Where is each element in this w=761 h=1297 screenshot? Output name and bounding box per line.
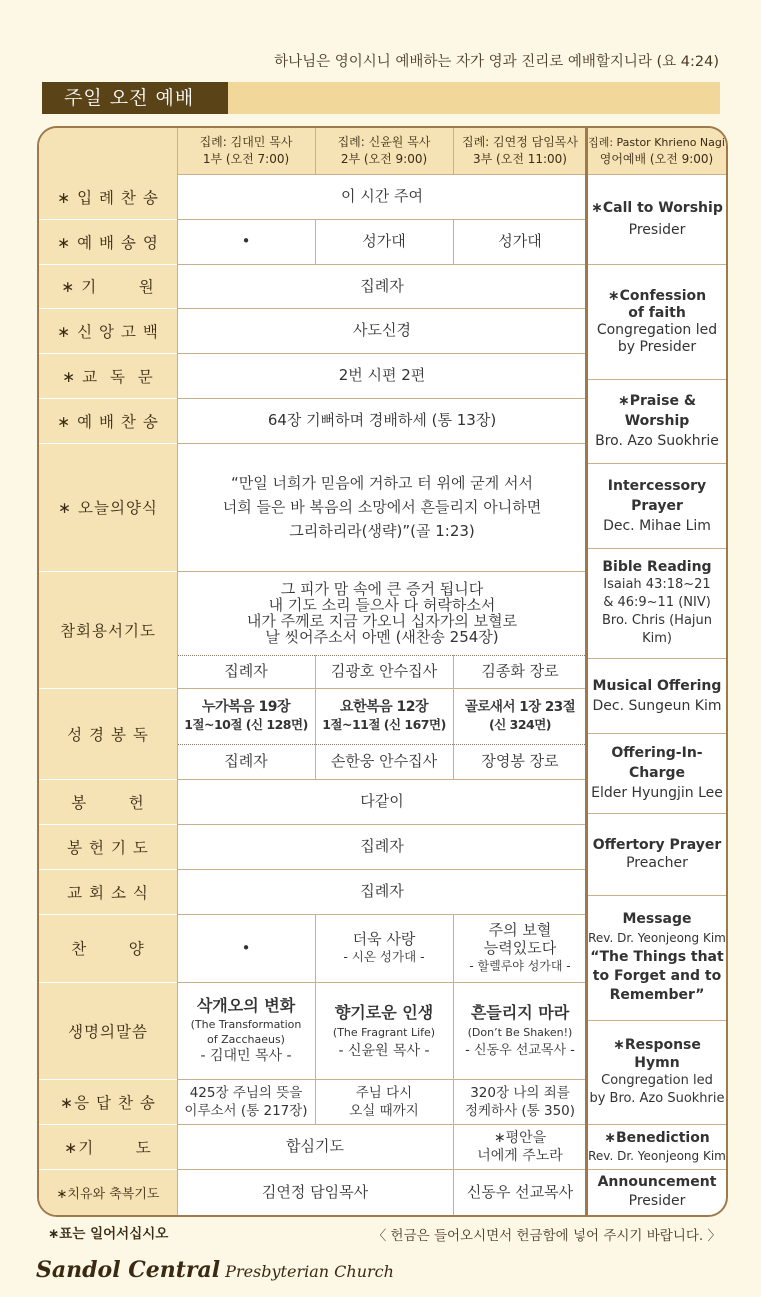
reader-service-2: 손한웅 안수집사 [330,752,438,770]
label-daily-bread: ∗ 오늘의양식 [39,443,177,571]
english-offertory-prayer [588,813,726,895]
english-praise-worship [588,379,726,463]
church-logo [36,1257,394,1283]
anthem-3-title-1: 주의 보혈 [488,921,552,939]
response-hymn-1-line-2: 이루소서 (통 217장) [184,1102,308,1119]
sermon-2-preacher: - 신윤원 목사 - [338,1042,430,1059]
response-hymn-3-line-2: 정케하사 (통 350) [464,1102,576,1119]
offering-value: 다같이 [360,792,404,810]
english-bible-reading-ref-1: Isaiah 43:18~21 [603,577,711,592]
reading-service-2 [315,688,453,743]
sermon-2-english: (The Fragrant Life) [332,1025,436,1039]
response-hymn-3-line-1: 320장 나의 죄를 [470,1084,570,1101]
entrance-hymn-value: 이 시간 주여 [341,187,423,205]
response-hymn-service-3 [453,1079,587,1124]
english-intercessory-title: Intercessory Prayer [607,477,707,514]
healing-prayer-service-3: 신동우 선교목사 [466,1182,574,1201]
offering-note: 〈 헌금은 들어오시면서 헌금함에 넣어 주시기 바랍니다. 〉 [372,1228,721,1244]
english-offertory-title: Offertory Prayer [592,837,722,853]
label-offertory-prayer: 봉 헌 기 도 [39,824,177,869]
english-praise-worship-leader: Bro. Azo Suokhrie [595,433,719,449]
label-responsive-reading: ∗ 교 독 문 [39,353,177,398]
church-denomination: Presbyterian Church [225,1262,394,1281]
english-message-sermon-2: to Forget and to [592,968,722,984]
english-message-title: Message [622,911,692,927]
scripture-verse: 하나님은 영이시니 예배하는 자가 영과 진리로 예배할지니라 (요 4:24) [274,54,719,70]
sermon-service-3 [453,982,587,1079]
english-announcement-title: Announcement [597,1174,717,1190]
english-offertory-leader: Preacher [626,855,688,871]
confession-leader-2: 김광호 안수집사 [330,662,438,680]
label-prayer: ∗기 도 [39,1124,177,1169]
anthem-service-3 [453,914,587,982]
response-hymn-2-line-2: 오실 때까지 [349,1102,419,1119]
english-call-to-worship [588,174,726,264]
label-worship-hymn: ∗ 예 배 찬 송 [39,398,177,443]
label-announcements: 교 회 소 식 [39,869,177,914]
english-benediction [588,1124,726,1169]
english-message [588,895,726,1020]
english-musical-offering-title: Musical Offering [592,677,722,694]
header-english-time: 영어예배 (오전 9:00) [599,152,714,166]
doxology-service-1: • [241,232,251,250]
header-service-1 [177,128,315,174]
confession-leader-1: 집례자 [224,662,268,680]
confession-lyric-2: 내 기도 소리 들으사 다 허락하소서 [268,596,496,614]
offertory-prayer-value: 집례자 [360,837,404,855]
confession-leader-3: 김종화 장로 [481,662,559,680]
english-bible-reading-ref-2: & 46:9~11 (NIV) [603,595,711,610]
sermon-3-preacher: - 신동우 선교목사 - [465,1042,575,1058]
header-service-2-time: 2부 (오전 9:00) [340,152,428,166]
sermon-1-preacher: - 김대민 목사 - [200,1048,292,1064]
english-musical-offering-leader: Dec. Sungeun Kim [592,697,722,714]
english-intercessory-leader: Dec. Mihae Lim [603,517,711,534]
english-offering-in-charge [588,733,726,813]
english-message-preacher: Rev. Dr. Yeonjeong Kim [588,931,726,945]
english-announcement [588,1169,726,1215]
header-service-3-time: 3부 (오전 11:00) [473,152,567,166]
anthem-2-choir: - 시온 성가대 - [343,949,425,964]
reading-3-verses: (신 324면) [488,716,552,732]
english-offering-leader: Elder Hyungjin Lee [591,785,723,801]
confession-lyric-1: 그 피가 맘 속에 큰 증거 됩니다 [280,580,484,598]
response-hymn-service-1 [177,1079,315,1124]
sermon-1-title: 삭개오의 변화 [196,996,296,1015]
anthem-3-title-2: 능력있도다 [483,939,557,957]
announcements-value: 집례자 [360,882,404,900]
prayer-service-3 [453,1124,587,1169]
english-praise-worship-title: ∗Praise & Worship [617,393,697,429]
reading-2-book: 요한복음 12장 [340,698,428,715]
creed-value: 사도신경 [353,321,411,339]
sermon-service-2 [315,982,453,1079]
standing-note: ∗표는 일어서십시오 [48,1226,169,1242]
english-bible-reading [588,548,726,658]
english-benediction-leader: Rev. Dr. Yeonjeong Kim [588,1148,726,1163]
header-english-leader: 집례: Pastor Khrieno Nagi [588,136,725,149]
label-doxology: ∗ 예 배 송 영 [39,219,177,264]
english-response-hymn-title: ∗Response Hymn [613,1037,701,1071]
church-name: Sandol Central [36,1257,221,1283]
english-confession-title-1: ∗Confession [607,287,707,304]
reader-service-1: 집례자 [224,752,268,770]
reading-2-verses: 1절~11절 (신 167면) [322,716,446,732]
section-title: 주일 오전 예배 [42,82,228,114]
sermon-1-english-1: (The Transformation [190,1018,302,1031]
label-healing-prayer: ∗치유와 축복기도 [39,1169,177,1215]
label-confession-prayer: 참회용서기도 [39,571,177,688]
responsive-reading-value: 2번 시편 2편 [338,366,426,384]
label-response-hymn: ∗응 답 찬 송 [39,1079,177,1124]
reading-service-3 [453,688,587,743]
header-service-1-leader: 집례: 김대민 목사 [199,135,293,149]
anthem-3-choir: - 할렐루야 성가대 - [469,959,571,973]
english-benediction-title: ∗Benediction [604,1129,710,1146]
response-hymn-service-2 [315,1079,453,1124]
response-hymn-2-line-1: 주님 다시 [355,1084,413,1101]
sermon-2-title: 향기로운 인생 [334,1002,434,1022]
header-service-3-leader: 집례: 김연정 담임목사 [461,135,578,149]
english-musical-offering [588,658,726,733]
english-call-to-worship-leader: Presider [628,222,686,238]
anthem-2-title: 더욱 사랑 [352,930,416,948]
label-invocation: ∗ 기 원 [39,264,177,308]
header-empty [39,128,177,174]
label-entrance-hymn: ∗ 입 례 찬 송 [39,174,177,219]
anthem-service-1 [177,914,315,982]
label-sermon: 생명의말씀 [39,982,177,1079]
reading-1-book: 누가복음 19장 [202,698,290,715]
prayer-value: 합심기도 [286,1137,344,1155]
daily-bread-verse [177,443,587,571]
worship-hymn-value: 64장 기뻐하며 경배하세 (통 13장) [267,411,497,429]
english-response-hymn-leader-1: Congregation led [601,1073,713,1088]
english-confession-leader-2: by Presider [617,338,697,355]
invocation-value: 집례자 [360,276,404,295]
reader-service-3: 장영봉 장로 [481,752,559,770]
english-announcement-leader: Presider [628,1193,686,1209]
english-offering-title: Offering-In-Charge [611,745,703,781]
header-english-service [587,128,726,174]
english-response-hymn [588,1020,726,1124]
prayer-3-line-1: ∗평안을 [493,1129,547,1146]
reading-1-verses: 1절~10절 (신 128면) [184,716,308,732]
sermon-1-english-2: of Zacchaeus) [207,1033,285,1046]
doxology-service-2: 성가대 [362,232,406,250]
english-bible-reading-reader: Bro. Chris (Hajun Kim) [601,613,713,646]
label-creed: ∗ 신 앙 고 백 [39,308,177,353]
english-confession [588,264,726,379]
doxology-service-3: 성가대 [498,232,542,250]
english-intercessory-prayer [588,463,726,548]
label-scripture-reading: 성 경 봉 독 [39,688,177,779]
prayer-3-line-2: 너에게 주노라 [477,1147,563,1164]
daily-bread-line-1: “만일 너희가 믿음에 거하고 터 위에 굳게 서서 [231,474,533,492]
english-message-sermon-3: Remember” [609,987,705,1003]
sermon-service-1 [177,982,315,1079]
confession-hymn-lyrics [177,571,587,655]
english-bible-reading-title: Bible Reading [602,559,712,575]
header-service-2 [315,128,453,174]
header-service-3 [453,128,587,174]
header-service-2-leader: 집례: 신윤원 목사 [337,135,431,149]
anthem-service-2 [315,914,453,982]
daily-bread-line-2: 너희 들은 바 복음의 소망에서 흔들리지 아니하면 [222,498,542,516]
english-message-sermon-1: “The Things that [590,949,724,965]
confession-lyric-3: 내가 주께로 지금 가오니 십자가의 보혈로 [246,612,518,630]
header-service-1-time: 1부 (오전 7:00) [202,152,290,166]
english-confession-leader-1: Congregation led [596,321,718,338]
response-hymn-1-line-1: 425장 주님의 뜻을 [189,1084,303,1101]
confession-lyric-4: 날 씻어주소서 아멘 (새찬송 254장) [265,628,499,646]
anthem-1-title: • [241,938,251,957]
reading-service-1 [177,688,315,743]
sermon-3-title: 흔들리지 마라 [470,1002,570,1022]
english-call-to-worship-title: ∗Call to Worship [591,200,723,216]
healing-prayer-value: 김연정 담임목사 [261,1182,369,1201]
label-offering: 봉 헌 [39,779,177,824]
english-response-hymn-leader-2: by Bro. Azo Suokhrie [589,1091,725,1106]
sermon-3-english: (Don’t Be Shaken!) [467,1025,573,1039]
english-confession-title-2: of faith [628,304,686,321]
daily-bread-line-3: 그리하리라(생략)”(골 1:23) [289,522,475,540]
label-anthem: 찬 양 [39,914,177,982]
worship-order-table [37,126,728,1217]
reading-3-book: 골로새서 1장 23절 [464,698,576,715]
